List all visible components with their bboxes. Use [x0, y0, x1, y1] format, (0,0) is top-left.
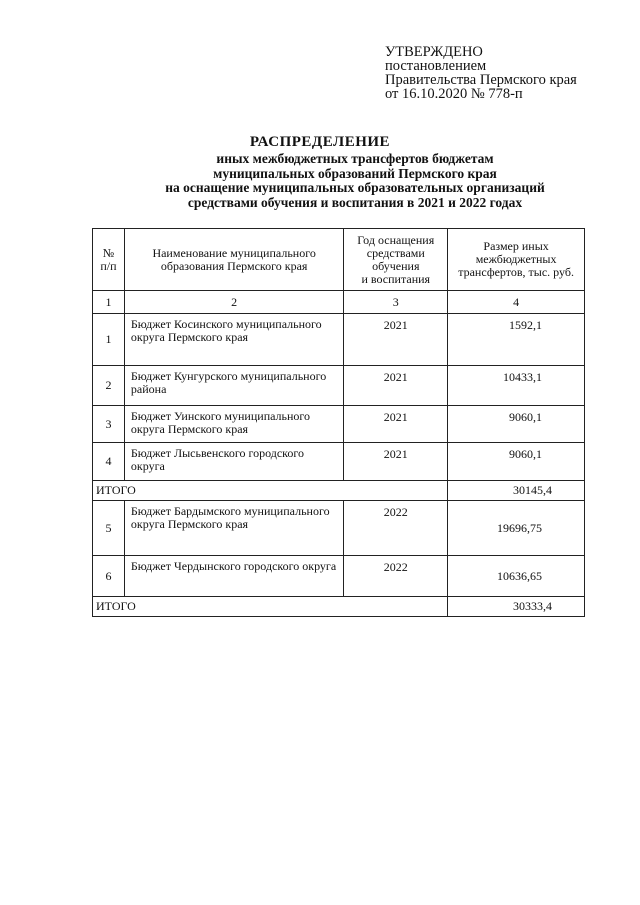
subtitle-line: на оснащение муниципальных образовательных организаций	[165, 180, 545, 195]
header-cell: Год оснащения средствами обучения и воспитания	[344, 229, 448, 291]
row-number: 2	[93, 366, 125, 406]
table-row	[93, 314, 585, 366]
table-row	[93, 443, 585, 481]
equip-year: 2021	[344, 443, 448, 481]
row-number: 6	[93, 556, 125, 597]
municipality-name: Бюджет Косинского муниципального округа Пермского края	[124, 314, 343, 366]
municipality-name: Бюджет Уинского муниципального округа Пермского края	[124, 406, 343, 443]
document-title: РАСПРЕДЕЛЕНИЕ	[249, 134, 391, 150]
transfer-amount: 10433,1	[448, 366, 585, 406]
header-cell: Наименование муниципального образования Пермского края	[124, 229, 343, 291]
municipality-name: Бюджет Бардымского муниципального округа Пермского края	[124, 501, 343, 556]
table-row	[93, 501, 585, 556]
transfer-amount: 10636,65	[448, 556, 585, 597]
municipality-name: Бюджет Чердынского городского округа	[124, 556, 343, 597]
equip-year: 2022	[344, 501, 448, 556]
municipality-name: Бюджет Кунгурского муниципального района	[124, 366, 343, 406]
subtitle-line: иных межбюджетных трансфертов бюджетам	[216, 151, 494, 166]
total-value: 30333,4	[448, 597, 585, 617]
approval-line: Правительства Пермского края	[385, 72, 577, 88]
column-number: 3	[344, 291, 448, 314]
table-row	[93, 406, 585, 443]
equip-year: 2021	[344, 406, 448, 443]
approval-line: постановлением	[385, 58, 487, 74]
subtitle-line: средствами обучения и воспитания в 2021 и 2022 годах	[187, 194, 523, 210]
row-number: 3	[93, 406, 125, 443]
approval-line: УТВЕРЖДЕНО	[385, 44, 483, 60]
approval-stamp	[385, 45, 577, 101]
transfer-amount: 9060,1	[448, 443, 585, 481]
row-number: 5	[93, 501, 125, 556]
column-number: 1	[93, 291, 125, 314]
column-number-row	[93, 291, 585, 314]
total-row	[93, 597, 585, 617]
table-header-row	[93, 229, 585, 291]
municipality-name: Бюджет Лысьвенского городского округа	[124, 443, 343, 481]
equip-year: 2021	[344, 314, 448, 366]
distribution-table	[92, 228, 585, 617]
total-row	[93, 481, 585, 501]
approval-line: от 16.10.2020 № 778-п	[385, 86, 523, 102]
equip-year: 2022	[344, 556, 448, 597]
total-label: ИТОГО	[93, 597, 448, 617]
document-subtitle	[95, 152, 615, 210]
transfer-amount: 1592,1	[448, 314, 585, 366]
total-value: 30145,4	[448, 481, 585, 501]
equip-year: 2021	[344, 366, 448, 406]
header-cell: № п/п	[93, 229, 125, 291]
column-number: 4	[448, 291, 585, 314]
transfer-amount: 19696,75	[448, 501, 585, 556]
subtitle-line: муниципальных образований Пермского края	[213, 165, 497, 181]
table-row	[93, 366, 585, 406]
transfer-amount: 9060,1	[448, 406, 585, 443]
header-cell: Размер иных межбюджетных трансфертов, тыс. руб.	[448, 229, 585, 291]
column-number: 2	[124, 291, 343, 314]
row-number: 4	[93, 443, 125, 481]
total-label: ИТОГО	[93, 481, 448, 501]
row-number: 1	[93, 314, 125, 366]
table-row	[93, 556, 585, 597]
